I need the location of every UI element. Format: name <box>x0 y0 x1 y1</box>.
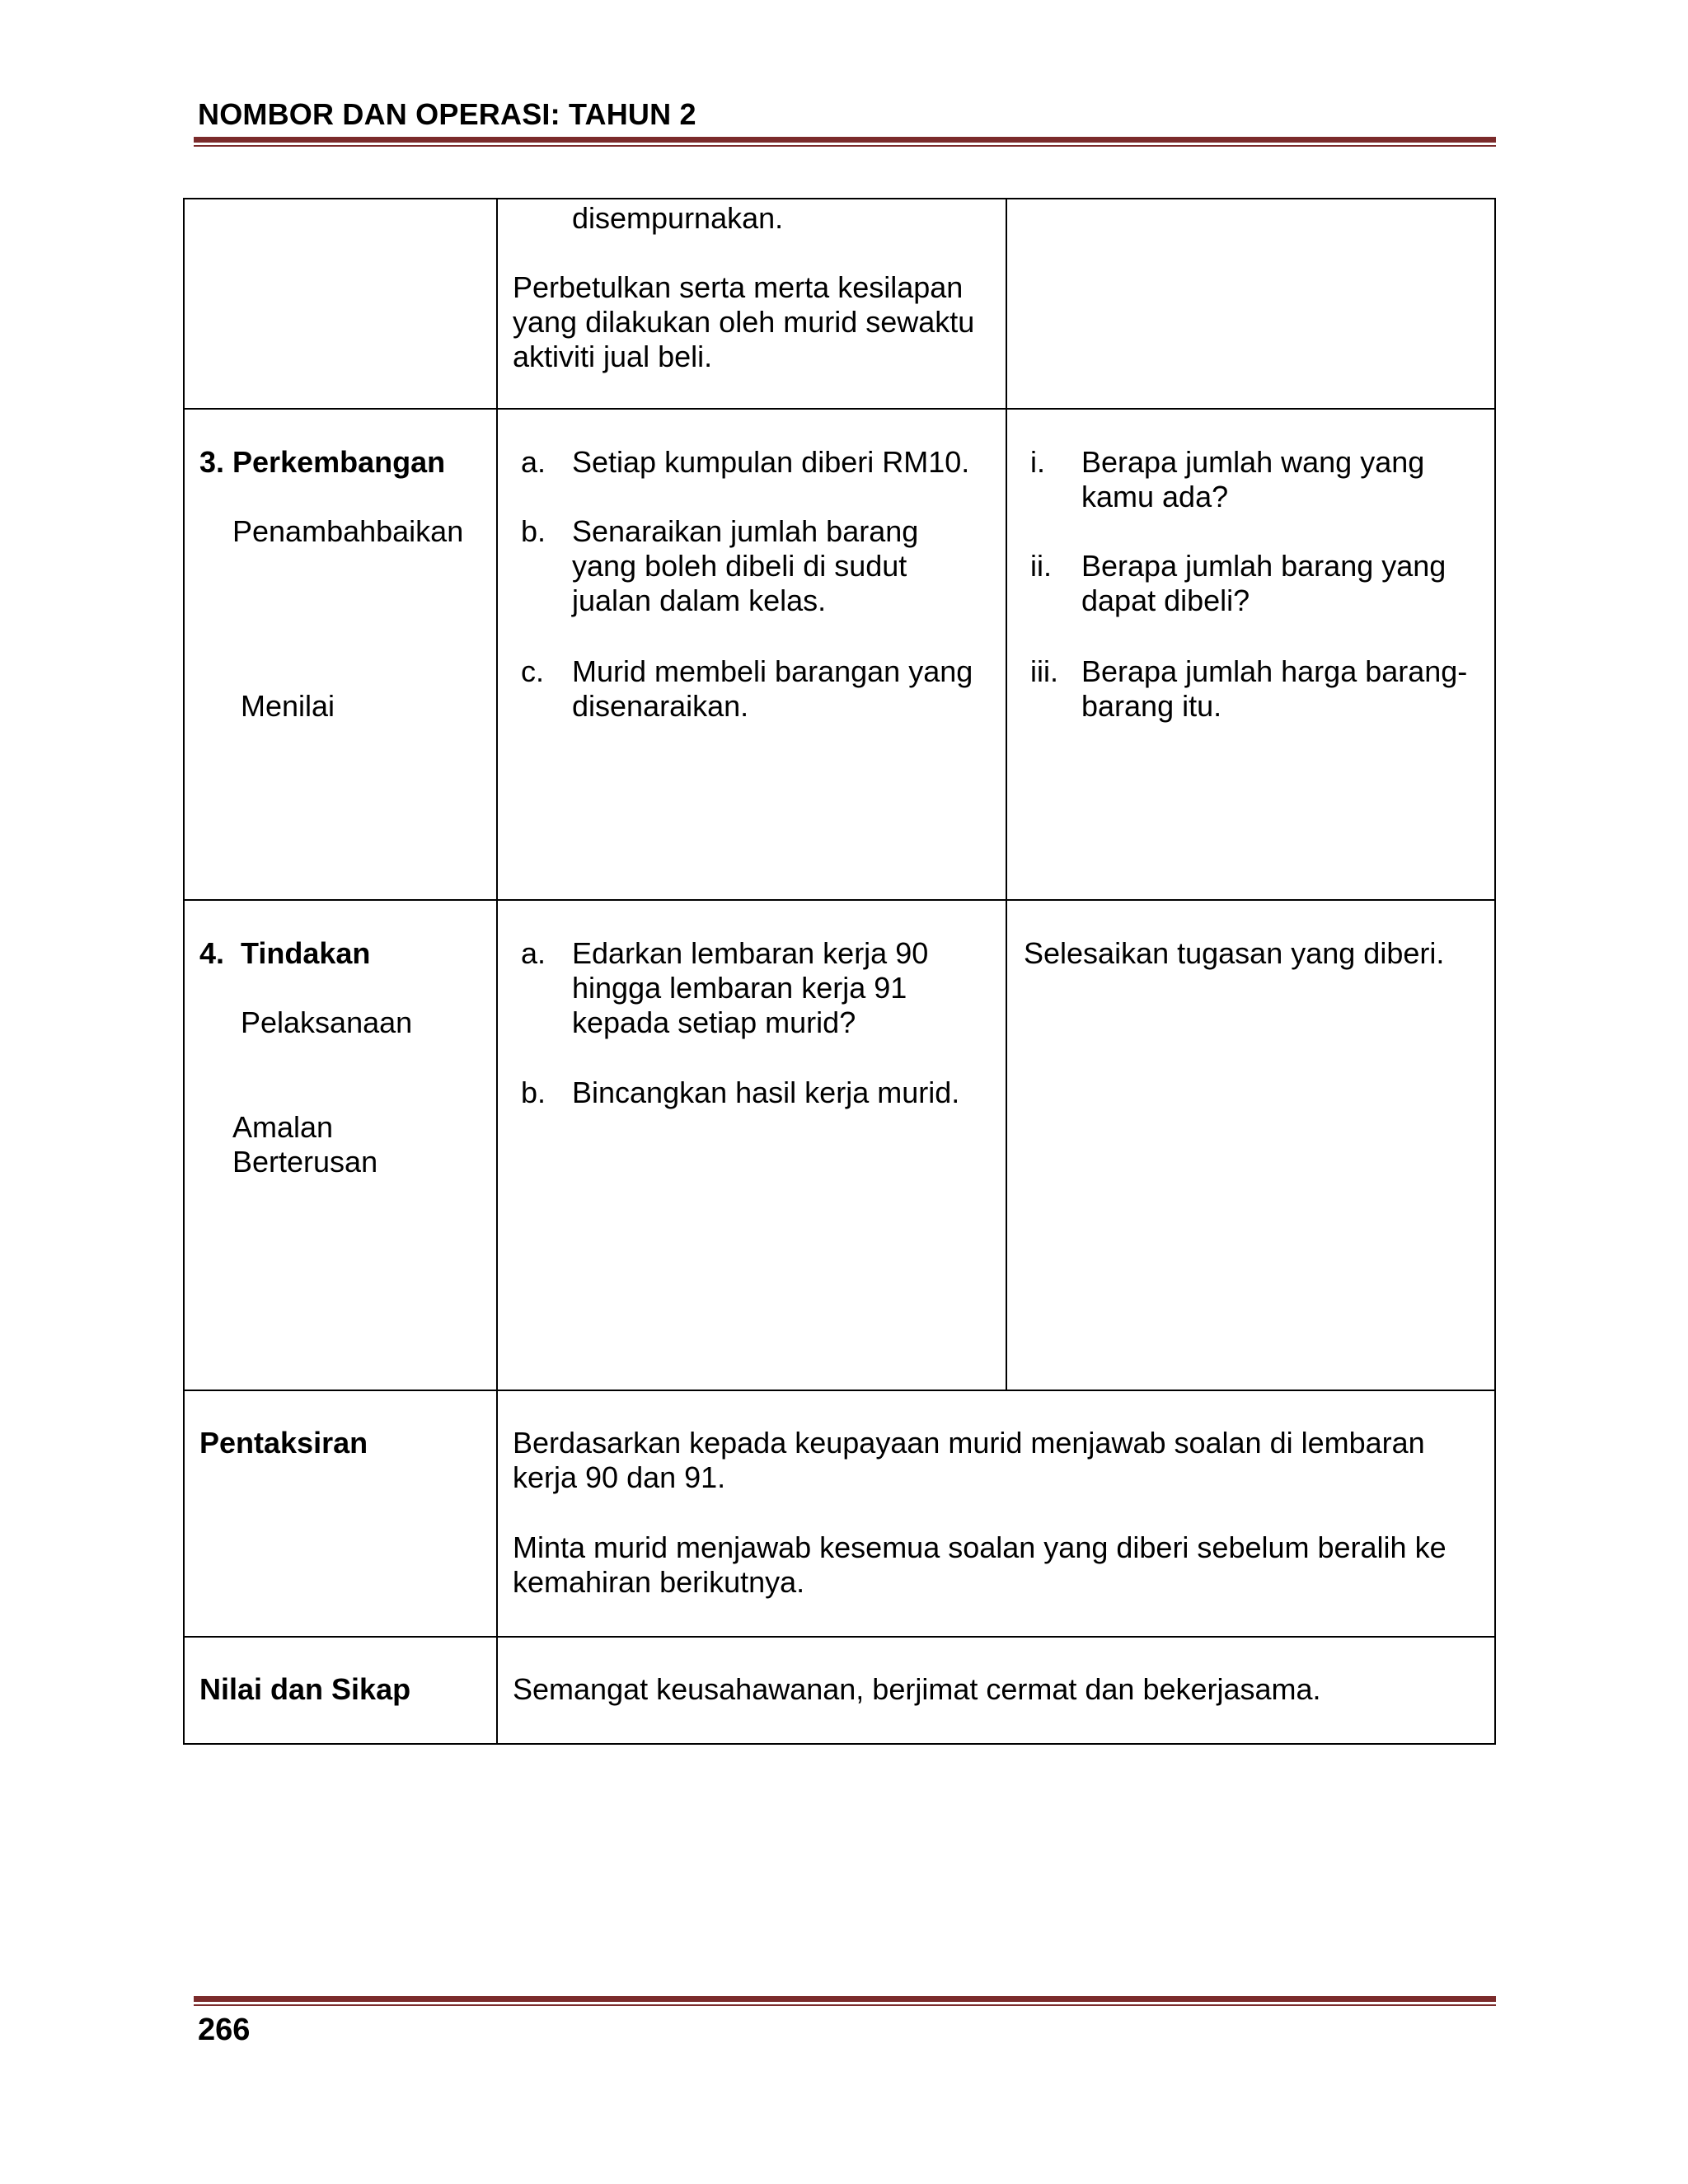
table-border-top <box>183 198 1496 199</box>
row-divider <box>183 1636 1496 1638</box>
text-line: hingga lembaran kerja 91 <box>572 971 907 1005</box>
tindakan-note: Selesaikan tugasan yang diberi. <box>1024 936 1445 970</box>
list-marker: c. <box>521 654 545 688</box>
row-divider <box>183 408 1496 410</box>
text-line: Amalan <box>232 1110 334 1144</box>
text-line: Bincangkan hasil kerja murid. <box>572 1076 960 1109</box>
page-number: 266 <box>198 2013 251 2047</box>
list-marker: i. <box>1030 445 1045 479</box>
text-line: jualan dalam kelas. <box>572 583 827 617</box>
text-line: barang itu. <box>1081 689 1222 723</box>
lesson-table <box>183 198 1496 1746</box>
table-border-left <box>183 198 185 1745</box>
column-divider <box>1006 198 1007 1391</box>
text-line: Berapa jumlah barang yang <box>1081 549 1447 583</box>
text-line: yang boleh dibeli di sudut <box>572 549 907 583</box>
table-border-bottom <box>183 1743 1496 1745</box>
continued-text: disempurnakan. <box>572 201 784 235</box>
text-line: aktiviti jual beli. <box>513 340 713 373</box>
text-line: Perbetulkan serta merta kesilapan <box>513 270 964 304</box>
correction-paragraph <box>513 270 974 374</box>
sub-penambahbaikan: Penambahbaikan <box>232 514 464 548</box>
text-line: Berdasarkan kepada keupayaan murid menjawab soalan di lembaran <box>513 1426 1425 1460</box>
column-divider <box>496 198 498 1745</box>
row-divider <box>183 899 1496 901</box>
list-marker: iii. <box>1030 654 1058 688</box>
row-divider <box>183 1390 1496 1391</box>
sub-amalan-berterusan <box>232 1110 377 1179</box>
text-line: yang dilakukan oleh murid sewaktu <box>513 305 975 339</box>
list-marker: a. <box>521 936 546 970</box>
text-line: Senaraikan jumlah barang <box>572 514 919 548</box>
text-line: kemahiran berikutnya. <box>513 1565 805 1599</box>
text-line: Berapa jumlah wang yang <box>1081 445 1425 479</box>
text-line: Berterusan <box>232 1145 378 1179</box>
pentaksiran-para2 <box>513 1530 1447 1600</box>
stage-perkembangan: 3. Perkembangan <box>199 445 446 479</box>
text-line: Murid membeli barangan yang <box>572 654 973 688</box>
text-line: kerja 90 dan 91. <box>513 1460 726 1494</box>
stage-tindakan: 4. Tindakan <box>199 936 371 970</box>
footer-rule-thin <box>194 2004 1496 2006</box>
header-rule-thin <box>194 145 1496 147</box>
list-marker: a. <box>521 445 546 479</box>
text-line: disenaraikan. <box>572 689 749 723</box>
list-marker: b. <box>521 1076 546 1109</box>
table-border-right <box>1494 198 1496 1745</box>
text-line: Setiap kumpulan diberi RM10. <box>572 445 970 479</box>
text-line: Berapa jumlah harga barang- <box>1081 654 1468 688</box>
pentaksiran-para1 <box>513 1426 1425 1495</box>
page-header-title: NOMBOR DAN OPERASI: TAHUN 2 <box>198 97 696 131</box>
text-line: Minta murid menjawab kesemua soalan yang diberi sebelum beralih ke <box>513 1530 1447 1564</box>
footer-rule <box>194 1996 1496 2002</box>
text-line: kepada setiap murid? <box>572 1005 856 1039</box>
list-marker: ii. <box>1030 549 1052 583</box>
header-rule <box>194 137 1496 143</box>
sub-pelaksanaan: Pelaksanaan <box>241 1005 413 1039</box>
text-line: dapat dibeli? <box>1081 583 1250 617</box>
text-line: kamu ada? <box>1081 480 1229 513</box>
label-pentaksiran: Pentaksiran <box>199 1426 368 1460</box>
sub-menilai: Menilai <box>241 689 335 723</box>
label-nilai-sikap: Nilai dan Sikap <box>199 1672 411 1706</box>
text-line: Edarkan lembaran kerja 90 <box>572 936 929 970</box>
nilai-sikap-text: Semangat keusahawanan, berjimat cermat dan bekerjasama. <box>513 1672 1321 1706</box>
list-marker: b. <box>521 514 546 548</box>
